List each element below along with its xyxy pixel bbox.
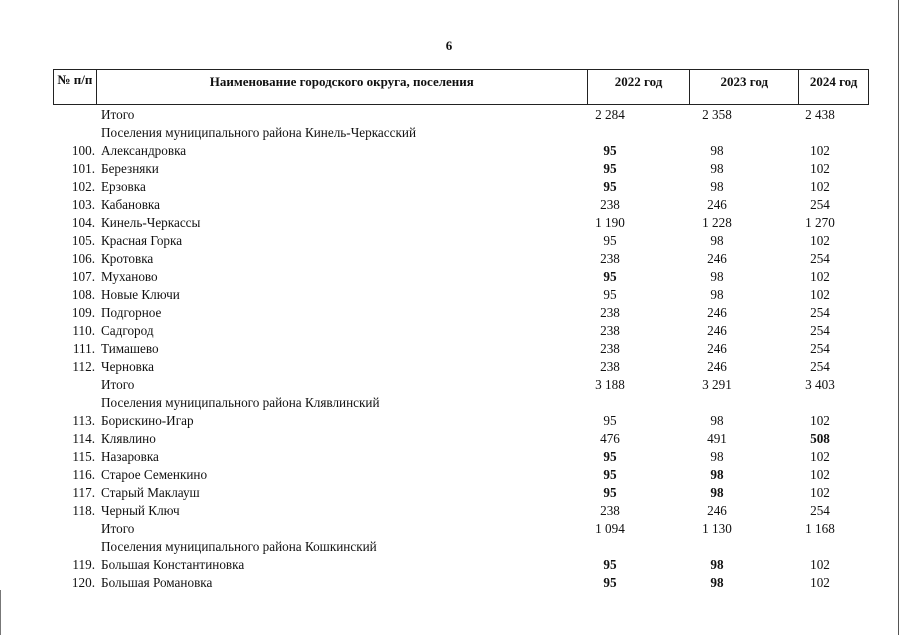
row-number: 108. bbox=[71, 287, 95, 302]
settlement-name: Александровка bbox=[101, 143, 187, 158]
table-row bbox=[0, 520, 898, 538]
value-2023: 1 130 bbox=[702, 521, 732, 536]
row-number: 110. bbox=[72, 323, 95, 338]
row-number: 102. bbox=[71, 179, 95, 194]
value-2024: 254 bbox=[810, 305, 830, 320]
value-2023: 98 bbox=[710, 575, 724, 590]
settlement-name: Ерзовка bbox=[101, 179, 146, 194]
value-2022: 1 094 bbox=[595, 521, 625, 536]
table-row bbox=[0, 574, 898, 592]
value-2023: 98 bbox=[710, 143, 724, 158]
value-2023: 246 bbox=[707, 197, 727, 212]
value-2024: 102 bbox=[810, 179, 830, 194]
value-2022: 238 bbox=[600, 341, 620, 356]
settlement-name: Поселения муниципального района Кинель-Черкасский bbox=[101, 125, 416, 140]
value-2022: 238 bbox=[600, 359, 620, 374]
table-row bbox=[0, 142, 898, 160]
settlement-name: Клявлино bbox=[101, 431, 156, 446]
value-2024: 1 168 bbox=[805, 521, 835, 536]
settlement-name: Тимашево bbox=[101, 341, 159, 356]
table-row bbox=[0, 412, 898, 430]
value-2024: 102 bbox=[810, 287, 830, 302]
settlement-name: Черный Ключ bbox=[101, 503, 180, 518]
value-2023: 491 bbox=[707, 431, 727, 446]
row-number: 114. bbox=[72, 431, 95, 446]
row-number: 118. bbox=[72, 503, 95, 518]
value-2022: 238 bbox=[600, 503, 620, 518]
table-row bbox=[0, 106, 898, 124]
value-2022: 95 bbox=[603, 161, 617, 176]
value-2023: 1 228 bbox=[702, 215, 732, 230]
value-2024: 254 bbox=[810, 359, 830, 374]
value-2022: 95 bbox=[603, 467, 617, 482]
row-number: 115. bbox=[72, 449, 95, 464]
value-2024: 102 bbox=[810, 449, 830, 464]
row-number: 111. bbox=[72, 341, 95, 356]
header-number: № п/п bbox=[57, 72, 93, 87]
value-2023: 2 358 bbox=[702, 107, 732, 122]
value-2022: 95 bbox=[603, 557, 617, 572]
value-2024: 3 403 bbox=[805, 377, 835, 392]
value-2022: 2 284 bbox=[595, 107, 625, 122]
value-2022: 95 bbox=[603, 269, 617, 284]
value-2024: 102 bbox=[810, 413, 830, 428]
row-number: 112. bbox=[72, 359, 95, 374]
settlement-name: Итого bbox=[101, 107, 135, 122]
value-2023: 98 bbox=[710, 287, 724, 302]
table-row bbox=[0, 322, 898, 340]
row-number: 104. bbox=[71, 215, 95, 230]
table-row bbox=[0, 502, 898, 520]
value-2024: 2 438 bbox=[805, 107, 835, 122]
value-2022: 95 bbox=[603, 413, 617, 428]
table-row bbox=[0, 538, 898, 556]
settlement-name: Итого bbox=[101, 377, 135, 392]
value-2022: 95 bbox=[603, 287, 617, 302]
row-number: 100. bbox=[71, 143, 95, 158]
table-row bbox=[0, 196, 898, 214]
settlement-name: Березняки bbox=[101, 161, 159, 176]
value-2022: 95 bbox=[603, 449, 617, 464]
table-row bbox=[0, 286, 898, 304]
table-row bbox=[0, 178, 898, 196]
table-row bbox=[0, 214, 898, 232]
settlement-name: Итого bbox=[101, 521, 135, 536]
value-2022: 95 bbox=[603, 575, 617, 590]
table-row bbox=[0, 268, 898, 286]
settlement-name: Красная Горка bbox=[101, 233, 183, 248]
page-left-border bbox=[0, 590, 1, 635]
value-2023: 98 bbox=[710, 485, 724, 500]
value-2024: 254 bbox=[810, 197, 830, 212]
row-number: 105. bbox=[71, 233, 95, 248]
value-2022: 3 188 bbox=[595, 377, 625, 392]
value-2024: 254 bbox=[810, 503, 830, 518]
value-2023: 246 bbox=[707, 503, 727, 518]
table-row bbox=[0, 232, 898, 250]
value-2024: 254 bbox=[810, 341, 830, 356]
settlement-name: Старое Семенкино bbox=[101, 467, 208, 482]
value-2023: 98 bbox=[710, 233, 724, 248]
value-2024: 102 bbox=[810, 161, 830, 176]
settlement-name: Новые Ключи bbox=[101, 287, 180, 302]
row-number: 113. bbox=[72, 413, 95, 428]
header-year-2024: 2024 год bbox=[798, 70, 868, 104]
settlement-name: Назаровка bbox=[101, 449, 159, 464]
table-row bbox=[0, 394, 898, 412]
value-2024: 102 bbox=[810, 575, 830, 590]
settlement-name: Кинель-Черкассы bbox=[101, 215, 201, 230]
settlement-name: Садгород bbox=[101, 323, 154, 338]
row-number: 103. bbox=[71, 197, 95, 212]
row-number: 117. bbox=[72, 485, 95, 500]
value-2022: 238 bbox=[600, 305, 620, 320]
settlement-name: Старый Маклауш bbox=[101, 485, 200, 500]
settlement-name: Подгорное bbox=[101, 305, 162, 320]
table-header bbox=[53, 69, 869, 105]
value-2022: 95 bbox=[603, 233, 617, 248]
row-number: 120. bbox=[71, 575, 95, 590]
table-row bbox=[0, 250, 898, 268]
row-number: 107. bbox=[71, 269, 95, 284]
settlement-name: Черновка bbox=[101, 359, 154, 374]
settlement-name: Поселения муниципального района Кошкинский bbox=[101, 539, 377, 554]
value-2023: 98 bbox=[710, 161, 724, 176]
row-number: 106. bbox=[71, 251, 95, 266]
value-2022: 95 bbox=[603, 485, 617, 500]
value-2024: 254 bbox=[810, 251, 830, 266]
row-number: 116. bbox=[72, 467, 95, 482]
settlement-name: Большая Константиновка bbox=[101, 557, 245, 572]
value-2022: 238 bbox=[600, 197, 620, 212]
value-2022: 1 190 bbox=[595, 215, 625, 230]
table-row bbox=[0, 556, 898, 574]
value-2023: 98 bbox=[710, 449, 724, 464]
value-2024: 102 bbox=[810, 467, 830, 482]
value-2024: 102 bbox=[810, 233, 830, 248]
value-2023: 246 bbox=[707, 305, 727, 320]
value-2024: 102 bbox=[810, 143, 830, 158]
header-name: Наименование городского округа, поселения bbox=[96, 70, 587, 104]
settlement-name: Поселения муниципального района Клявлинский bbox=[101, 395, 380, 410]
table-row bbox=[0, 376, 898, 394]
value-2022: 476 bbox=[600, 431, 620, 446]
header-year-2022: 2022 год bbox=[587, 70, 690, 104]
value-2022: 238 bbox=[600, 323, 620, 338]
row-number: 119. bbox=[72, 557, 95, 572]
value-2023: 246 bbox=[707, 341, 727, 356]
value-2023: 3 291 bbox=[702, 377, 732, 392]
settlement-name: Кротовка bbox=[101, 251, 154, 266]
row-number: 109. bbox=[71, 305, 95, 320]
table-row bbox=[0, 124, 898, 142]
settlement-name: Борискино-Игар bbox=[101, 413, 194, 428]
value-2024: 102 bbox=[810, 269, 830, 284]
value-2023: 246 bbox=[707, 323, 727, 338]
page-right-border bbox=[898, 0, 899, 635]
value-2024: 254 bbox=[810, 323, 830, 338]
table-body bbox=[0, 106, 898, 592]
value-2023: 98 bbox=[710, 557, 724, 572]
value-2023: 98 bbox=[710, 179, 724, 194]
row-number: 101. bbox=[71, 161, 95, 176]
value-2024: 1 270 bbox=[805, 215, 835, 230]
table-row bbox=[0, 484, 898, 502]
value-2022: 95 bbox=[603, 179, 617, 194]
value-2023: 98 bbox=[710, 467, 724, 482]
table-row bbox=[0, 466, 898, 484]
value-2023: 246 bbox=[707, 359, 727, 374]
table-row bbox=[0, 448, 898, 466]
settlement-name: Кабановка bbox=[101, 197, 160, 212]
value-2024: 102 bbox=[810, 485, 830, 500]
table-row bbox=[0, 304, 898, 322]
page-number: 6 bbox=[445, 38, 453, 53]
header-year-2023: 2023 год bbox=[689, 70, 798, 104]
table-row bbox=[0, 430, 898, 448]
value-2024: 508 bbox=[810, 431, 830, 446]
value-2024: 102 bbox=[810, 557, 830, 572]
value-2022: 238 bbox=[600, 251, 620, 266]
table-row bbox=[0, 160, 898, 178]
value-2023: 246 bbox=[707, 251, 727, 266]
table-row bbox=[0, 340, 898, 358]
settlement-name: Муханово bbox=[101, 269, 158, 284]
value-2022: 95 bbox=[603, 143, 617, 158]
settlement-name: Большая Романовка bbox=[101, 575, 213, 590]
value-2023: 98 bbox=[710, 413, 724, 428]
table-row bbox=[0, 358, 898, 376]
value-2023: 98 bbox=[710, 269, 724, 284]
